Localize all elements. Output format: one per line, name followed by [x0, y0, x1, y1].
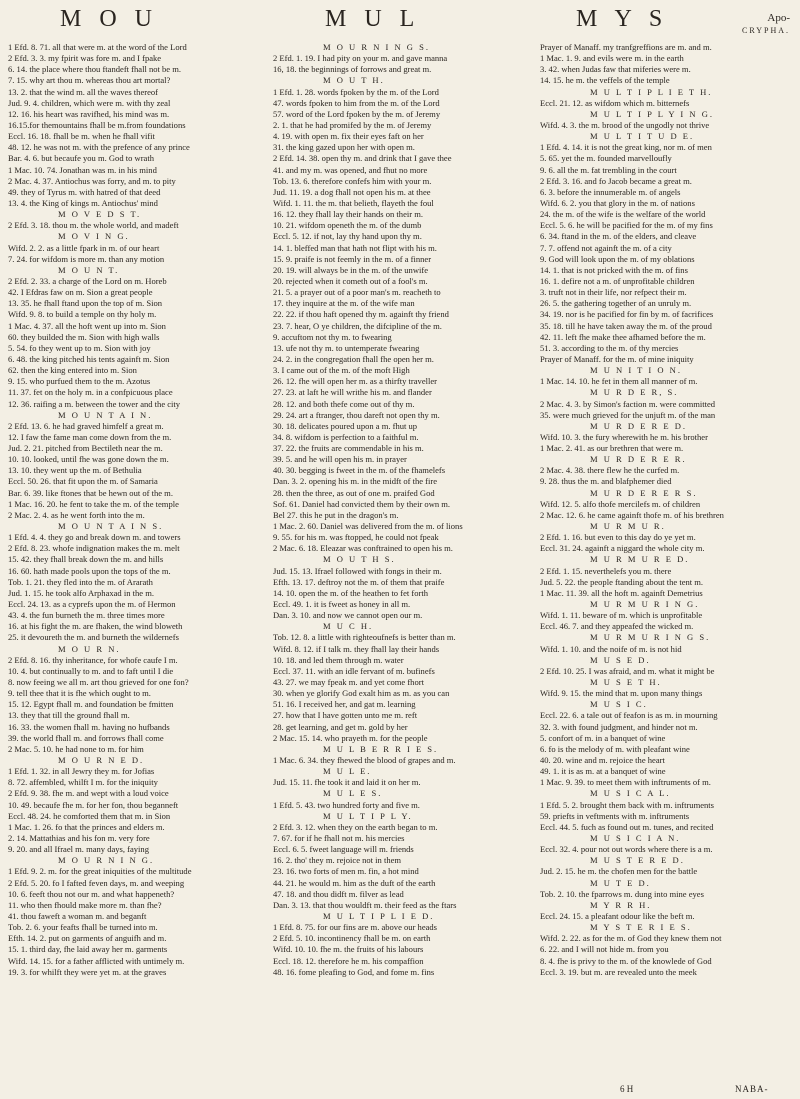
entry-heading: M O U R N I N G.	[58, 855, 155, 866]
entry-line: Dan. 3. 10. and now we cannot open our m.	[273, 610, 423, 621]
entry-line: 12. 16. his heart was ravifhed, his mind was m.	[8, 108, 170, 119]
entry-line: Eccl. 21. 12. as wifdom which m. bitternefs	[540, 97, 690, 108]
entry-heading: M O U R N.	[58, 643, 121, 654]
running-head-right: M Y S	[576, 6, 669, 32]
entry-line: 32. 3. with found judgment, and hinder not m.	[540, 721, 698, 732]
entry-line: 2 Mac. 4. 3. by Simon's faction m. were committed	[540, 398, 716, 409]
entry-line: Jud. 11. 19. a dog fhall not open his m. at thee	[273, 186, 431, 197]
entry-line: Jud. 15. 11. fhe took it and laid it on her m.	[273, 777, 421, 788]
entry-line: 2 Efd. 3. 18. thou m. the whole world, and madeft	[8, 220, 179, 231]
entry-line: Wifd. 2. 2. as a little fpark in m. of our heart	[8, 242, 160, 253]
entry-heading: M U L E.	[323, 766, 372, 777]
entry-line: 57. word of the Lord fpoken by the m. of Jeremy	[273, 108, 441, 119]
entry-line: 1 Efd. 5. 2. brought them back with m. inftruments	[540, 799, 714, 810]
entry-line: 47. words fpoken to him from the m. of the Lord	[273, 97, 440, 108]
entry-line: 2 Mac. 12. 6. he came againft thofe m. of his brethren	[540, 509, 724, 520]
entry-line: 1 Mac. 16. 20. he fent to take the m. of the temple	[8, 498, 179, 509]
entry-line: 14. 15. he m. the veffels of the temple	[540, 75, 670, 86]
entry-line: 41. thou faweft a woman m. and beganft	[8, 910, 147, 921]
entry-heading: M U R D E R E R S.	[590, 487, 698, 498]
entry-line: 43. 27. we may fpeak m. and yet come fhort	[273, 677, 424, 688]
corner-label-top: Apo-	[767, 12, 790, 24]
entry-line: 4. 19. with open m. fix their eyes faft on her	[273, 131, 424, 142]
entry-line: 9. God will look upon the m. of my oblations	[540, 253, 695, 264]
corner-label-bottom: CRYPHA.	[741, 26, 790, 35]
entry-line: 2 Mac. 5. 10. he had none to m. for him	[8, 743, 144, 754]
entry-line: Eccl. 37. 11. with an idle fervant of m. bufinefs	[273, 665, 435, 676]
column-right	[540, 42, 792, 978]
entry-line: Wifd. 1. 11. beware of m. which is unprofitable	[540, 610, 703, 621]
entry-line: 16. 12. they fhall lay their hands on their m.	[273, 209, 424, 220]
entry-line: 10. 49. becaufe fhe m. for her fon, thou beganneft	[8, 799, 179, 810]
entry-line: 1 Mac. 2. 41. as our brethren that were m.	[540, 443, 684, 454]
entry-heading: M O V E D S T.	[58, 209, 142, 220]
entry-line: Wifd. 4. 3. the m. brood of the ungodly not thrive	[540, 119, 710, 130]
running-head-left: M O U	[60, 6, 159, 32]
entry-heading: M U L T I T U D E.	[590, 131, 695, 142]
entry-line: Eccl. 48. 24. he comforted them that m. in Sion	[8, 810, 171, 821]
entry-line: 9. 6. all the m. fat trembling in the court	[540, 164, 677, 175]
entry-line: 19. 3. for whilft they were yet m. at the graves	[8, 966, 167, 977]
entry-line: Tob. 2. 6. your feafts fhall be turned into m.	[8, 922, 158, 933]
entry-line: 2 Efd. 1. 15. neverthelefs you m. there	[540, 565, 672, 576]
entry-line: 7. 7. offend not againft the m. of a city	[540, 242, 672, 253]
entry-line: 49. 1. it is as m. at a banquet of wine	[540, 766, 666, 777]
entry-line: 13. 2. that the wind m. all the waves thereof	[8, 86, 159, 97]
entry-line: 1 Mac. 4. 37. all the hoft went up into m. Sion	[8, 320, 166, 331]
entry-line: 13. ufe not thy m. to untemperate fwearing	[273, 342, 420, 353]
entry-line: 47. 18. and thou didft m. filver as lead	[273, 888, 404, 899]
entry-line: 21. 5. a prayer out of a poor man's m. reacheth to	[273, 287, 441, 298]
entry-line: 31. the king gazed upon her with open m.	[273, 142, 415, 153]
entry-line: 48. 16. fome pleafing to God, and fome m. fins	[273, 966, 435, 977]
entry-line: 14. 10. open the m. of the heathen to fet forth	[273, 587, 428, 598]
entry-line: 25. it devoureth the m. and burneth the wildernefs	[8, 632, 179, 643]
entry-heading: M O U R N I N G S.	[323, 42, 430, 52]
entry-line: 30. when ye glorify God exalt him as m. as you can	[273, 688, 450, 699]
entry-line: 26. 12. fhe will open her m. as a thirfty traveller	[273, 376, 438, 387]
entry-line: 16.15.for themountains fhall be m.from foundations	[8, 119, 186, 130]
entry-line: Eccl. 50. 26. that fit upon the m. of Samaria	[8, 476, 158, 487]
entry-line: 7. 24. for wifdom is more m. than any motion	[8, 253, 165, 264]
entry-line: 11. who then fhould make more m. than fhe?	[8, 899, 162, 910]
entry-line: 16, 18. the beginnings of forrows and great m.	[273, 64, 432, 75]
entry-line: 9. 28. thus the m. and blafphemer died	[540, 476, 672, 487]
entry-heading: M O U T H.	[323, 75, 385, 86]
column-left	[8, 42, 258, 978]
entry-line: Wifd. 8. 12. if I talk m. they fhall lay their hands	[273, 643, 440, 654]
column-middle	[273, 42, 523, 978]
entry-line: 9. tell thee that it is fhe which ought to m.	[8, 688, 151, 699]
entry-line: 12. 36. raifing a m. between the tower and the city	[8, 398, 181, 409]
entry-heading: M U L E S.	[323, 788, 383, 799]
entry-line: Efth. 14. 2. put on garments of anguifh and m.	[8, 933, 167, 944]
entry-line: 35. 18. till he have taken away the m. of the proud	[540, 320, 712, 331]
entry-line: Jud. 2. 15. he m. the chofen men for the battle	[540, 866, 698, 877]
entry-line: 44. 21. he would m. him as the duft of the earth	[273, 877, 436, 888]
entry-line: 8. 72. affembled, whilft I m. for the iniquity	[8, 777, 158, 788]
entry-line: 16. 2. tho' they m. rejoice not in them	[273, 855, 402, 866]
entry-line: Bel 27. this he put in the dragon's m.	[273, 509, 399, 520]
entry-heading: M U R M U R I N G.	[590, 599, 700, 610]
entry-line: Wifd. 2. 22. as for the m. of God they knew them not	[540, 933, 722, 944]
entry-line: 2 Efd. 3. 3. my fpirit was fore m. and I fpake	[8, 53, 162, 64]
entry-line: Prayer of Manaff. my tranfgreffions are m. and m.	[540, 42, 712, 52]
entry-line: Eccl. 44. 5. fuch as found out m. tunes, and recited	[540, 821, 714, 832]
entry-line: 2 Mac. 4. 38. there flew he the curfed m.	[540, 465, 680, 476]
entry-line: Eccl. 16. 18. fhall be m. when he fhall vifit	[8, 131, 155, 142]
entry-line: 9. 55. for his m. was ftopped, he could not fpeak	[273, 532, 439, 543]
entry-line: 28. then the three, as out of one m. praifed God	[273, 487, 435, 498]
entry-line: 6. 34. ftand in the m. of the elders, and cleave	[540, 231, 697, 242]
entry-line: Bar. 4. 6. but becaufe you m. God to wrath	[8, 153, 154, 164]
entry-line: Sof. 61. Daniel had convicted them by their own m.	[273, 498, 451, 509]
entry-line: Wifd. 1. 11. the m. that belieth, flayeth the foul	[273, 197, 434, 208]
entry-heading: M O U N T A I N S.	[58, 521, 164, 532]
entry-heading: M U R M U R I N G S.	[590, 632, 711, 643]
entry-line: 37. 22. the fruits are commendable in his m.	[273, 443, 424, 454]
entry-heading: M U T E D.	[590, 877, 651, 888]
entry-line: 27. how that I have gotten unto me m. reft	[273, 710, 418, 721]
entry-line: 35. were much grieved for the unjuft m. of the man	[540, 409, 716, 420]
entry-heading: M U L T I P L I E D.	[323, 910, 435, 921]
entry-line: 20. rejected when it cometh out of a fool's m.	[273, 275, 428, 286]
entry-line: Wifd. 10. 10. fhe m. the fruits of his labours	[273, 944, 424, 955]
entry-line: 13. they that till the ground fhall m.	[8, 710, 130, 721]
entry-line: 10. 18. and led them through m. water	[273, 654, 404, 665]
entry-line: 16. 33. the women fhall m. having no hufbands	[8, 721, 170, 732]
entry-line: 2 Efd. 9. 38. fhe m. and wept with a loud voice	[8, 788, 169, 799]
entry-line: 6. 48. the king pitched his tents againft m. Sion	[8, 353, 170, 364]
entry-line: 26. 5. the gathering together of an unruly m.	[540, 298, 692, 309]
entry-line: 23. 16. two forts of men m. fin, a hot mind	[273, 866, 419, 877]
entry-line: Eccl. 24. 13. as a cyprefs upon the m. of Hermon	[8, 599, 176, 610]
entry-heading: M U S E T H.	[590, 677, 662, 688]
entry-line: 59. priefts in veftments with m. inftruments	[540, 810, 690, 821]
entry-line: 1 Mac. 2. 60. Daniel was delivered from the m. of lions	[273, 521, 463, 532]
entry-line: 22. 22. if thou haft opened thy m. againft thy friend	[273, 309, 449, 320]
entry-line: 2 Mac. 2. 4. as he went forth into the m.	[8, 509, 145, 520]
entry-line: 2 Efd. 8. 16. thy inheritance, for whofe caufe I m.	[8, 654, 178, 665]
entry-line: 43. 4. the fun burneth the m. three times more	[8, 610, 165, 621]
entry-heading: M U N I T I O N.	[590, 365, 682, 376]
entry-line: 2 Efd. 13. 6. he had graved himfelf a great m.	[8, 420, 164, 431]
entry-line: Bar. 6. 39. like ftones that be hewn out of the m.	[8, 487, 173, 498]
entry-line: 5. confort of m. in a banquet of wine	[540, 732, 666, 743]
entry-line: Eccl. 31. 24. againft a niggard the whole city m.	[540, 543, 705, 554]
entry-line: 1 Mac. 1. 9. and evils were m. in the earth	[540, 53, 684, 64]
entry-line: 10. 6. feeft thou not our m. and what happeneth?	[8, 888, 175, 899]
entry-line: 51. 3. according to the m. of thy mercies	[540, 342, 679, 353]
entry-heading: M O U T H S.	[323, 554, 396, 565]
entry-line: Wifd. 9. 15. the mind that m. upon many things	[540, 688, 703, 699]
entry-line: Jud. 9. 4. children, which were m. with thy zeal	[8, 97, 171, 108]
entry-line: 2 Efd. 2. 33. a charge of the Lord on m. Horeb	[8, 275, 167, 286]
entry-line: 28. 12. and both thefe come out of thy m.	[273, 398, 415, 409]
entry-line: 42. I Efdras faw on m. Sion a great people	[8, 287, 153, 298]
entry-line: 27. 23. at laft he will writhe his m. and flander	[273, 387, 432, 398]
entry-heading: M O U R N E D.	[58, 755, 145, 765]
entry-line: Eccl. 5. 12. if not, lay thy hand upon thy m.	[273, 231, 422, 242]
entry-line: 2 Efd. 1. 16. but even to this day do ye yet m.	[540, 532, 696, 543]
entry-line: 8. now feeing we all m. art thou grieved for one fon?	[8, 677, 189, 688]
entry-heading: M U L T I P L Y I N G.	[590, 108, 715, 119]
entry-line: Eccl. 6. 5. fweet language will m. friends	[273, 844, 414, 855]
entry-line: Jud. 2. 21. pitched from Bectileth near the m.	[8, 443, 163, 454]
entry-line: 9. 15. who purfued them to the m. Azotus	[8, 376, 151, 387]
entry-line: 6. 3. before the innumerable m. of angels	[540, 186, 681, 197]
entry-line: 2 Efd. 5. 20. fo I fafted feven days, m. and weeping	[8, 877, 185, 888]
entry-line: 3. 42. when Judas faw that miferies were m.	[540, 64, 691, 75]
entry-line: 14. 1. bleffed man that hath not flipt with his m.	[273, 242, 437, 253]
entry-heading: M Y R R H.	[590, 899, 652, 910]
entry-line: 8. 4. fhe is privy to the m. of the knowlede of God	[540, 955, 712, 966]
entry-line: Wifd. 1. 10. and the noife of m. is not hid	[540, 643, 682, 654]
entry-line: 2 Efd. 3. 12. when they on the earth began to m.	[273, 821, 438, 832]
entry-line: 5. 65. yet the m. founded marvelloufly	[540, 153, 672, 164]
entry-line: 10. 4. but continually to m. and to faft until I die	[8, 665, 174, 676]
entry-line: 34. 19. nor is he pacified for fin by m. of facrifices	[540, 309, 714, 320]
entry-line: Eccl. 5. 6. he will be pacified for the m. of my fins	[540, 220, 713, 231]
entry-line: 13. 35. he fhall ftand upon the top of m. Sion	[8, 298, 163, 309]
entry-heading: M U R D E R E R.	[590, 454, 687, 465]
entry-line: 7. 15. why art thou m. whereas thou art mortal?	[8, 75, 171, 86]
entry-line: 2 Efd. 10. 25. I was afraid, and m. what it might be	[540, 665, 715, 676]
entry-heading: M U L T I P L Y.	[323, 810, 413, 821]
entry-line: Eccl. 46. 7. and they appeafed the wicked m.	[540, 621, 694, 632]
entry-line: 2 Efd. 3. 16. and fo Jacob became a great m.	[540, 175, 692, 186]
entry-line: 60. they builded the m. Sion with high walls	[8, 331, 160, 342]
entry-line: Tob. 2. 10. the fparrows m. dung into mine eyes	[540, 888, 704, 899]
entry-line: 17. they inquire at the m. of the wife man	[273, 298, 415, 309]
entry-line: 13. 10. they went up the m. of Bethulia	[8, 465, 142, 476]
entry-line: 12. I faw the fame man come down from the m.	[8, 431, 172, 442]
entry-line: 13. 4. the King of kings m. Antiochus' mind	[8, 197, 158, 208]
entry-line: 41. and my m. was opened, and fhut no more	[273, 164, 428, 175]
entry-line: 3. truft not in their life, nor refpect their m.	[540, 287, 687, 298]
entry-line: Wifd. 9. 8. to build a temple on thy holy m.	[8, 309, 157, 320]
catchword: NABA-	[735, 1084, 769, 1094]
entry-line: 16. at his fight the m. are fhaken, the wind bloweth	[8, 621, 183, 632]
entry-line: 6. 22. and I will not hide m. from you	[540, 944, 669, 955]
entry-line: 28. get learning, and get m. gold by her	[273, 721, 408, 732]
entry-line: Jud. 15. 13. Ifrael followed with fongs in their m.	[273, 565, 442, 576]
entry-heading: M U S T E R E D.	[590, 855, 685, 866]
entry-line: Eccl. 18. 12. therefore he m. his compaffion	[273, 955, 424, 966]
entry-line: 2 Mac. 6. 18. Eleazar was conftrained to open his m.	[273, 543, 453, 554]
entry-line: Efth. 13. 17. deftroy not the m. of them that praife	[273, 576, 445, 587]
entry-line: 2. 1. that he had promifed by the m. of Jeremy	[273, 119, 432, 130]
entry-line: 9. 20. and all Ifrael m. many days, faying	[8, 844, 149, 855]
entry-line: 1 Efd. 5. 43. two hundred forty and five m.	[273, 799, 420, 810]
entry-line: 23. 7. hear, O ye children, the difcipline of the m.	[273, 320, 442, 331]
entry-line: 7. 67. for if he fhall not m. his mercies	[273, 832, 405, 843]
entry-line: Wifd. 6. 2. you that glory in the m. of nations	[540, 197, 695, 208]
entry-line: 48. 12. he was not m. with the prefence of any prince	[8, 142, 190, 153]
entry-line: 1 Efd. 1. 28. words fpoken by the m. of the Lord	[273, 86, 439, 97]
entry-line: Prayer of Manaff. for the m. of mine iniquity	[540, 353, 694, 364]
entry-heading: M O V I N G.	[58, 231, 130, 242]
entry-line: 29. 24. art a ftranger, thou dareft not open thy m.	[273, 409, 440, 420]
entry-line: Eccl. 32. 4. pour not out words where there is a m.	[540, 844, 713, 855]
entry-heading: M U R M U R E D.	[590, 554, 690, 565]
entry-line: Wifd. 12. 5. alfo thofe mercilefs m. of children	[540, 498, 701, 509]
entry-line: 2 Efd. 5. 10. incontinency fhall be m. on earth	[273, 933, 431, 944]
entry-line: Wifd. 10. 3. the fury wherewith he m. his brother	[540, 431, 708, 442]
entry-line: 39. the world fhall m. and forrows fhall come	[8, 732, 164, 743]
entry-line: 1 Mac. 9. 39. to meet them with inftruments of m.	[540, 777, 711, 788]
entry-line: Eccl. 3. 19. but m. are revealed unto the meek	[540, 966, 697, 977]
entry-line: 1 Efd. 4. 4. they go and break down m. and towers	[8, 532, 181, 543]
entry-heading: M Y S T E R I E S.	[590, 922, 692, 933]
entry-heading: M U S I C.	[590, 699, 648, 710]
entry-line: 14. 1. that is not pricked with the m. of fins	[540, 264, 688, 275]
entry-line: 1 Mac. 6. 34. they fhewed the blood of grapes and m.	[273, 755, 456, 765]
entry-line: Tob. 13. 6. therefore confefs him with your m.	[273, 175, 432, 186]
entry-line: 16. 1. defire not a m. of unprofitable children	[540, 275, 695, 286]
entry-line: Wifd. 14. 15. for a father afflicted with untimely m.	[8, 955, 185, 966]
entry-heading: M U S I C I A N.	[590, 832, 681, 843]
entry-line: 6. 14. the place where thou ftandeft fhall not be m.	[8, 64, 182, 75]
entry-line: Dan. 3. 2. opening his m. in the midft of the fire	[273, 476, 438, 487]
entry-line: Tob. 1. 21. they fled into the m. of Ararath	[8, 576, 153, 587]
entry-line: 40. 20. wine and m. rejoice the heart	[540, 755, 665, 765]
entry-heading: M U R M U R.	[590, 521, 666, 532]
entry-line: 15. 9. praife is not feemly in the m. of a finner	[273, 253, 432, 264]
entry-line: 10. 21. wifdom openeth the m. of the dumb	[273, 220, 422, 231]
entry-line: 15. 12. Egypt fhall m. and foundation be fmitten	[8, 699, 174, 710]
entry-heading: M U R D E R E D.	[590, 420, 688, 431]
entry-line: 10. 10. looked, until fhe was gone down the m.	[8, 454, 169, 465]
entry-line: 2. 14. Mattathias and his fon m. very fore	[8, 832, 150, 843]
entry-heading: M U S E D.	[590, 654, 651, 665]
entry-line: 42. 11. left fhe make thee afhamed before the m.	[540, 331, 706, 342]
entry-line: 1 Efd. 9. 2. m. for the great iniquities of the multitude	[8, 866, 192, 877]
entry-line: Dan. 3. 13. that thou wouldft m. their feed as the ftars	[273, 899, 457, 910]
entry-line: 62. then the king entered into m. Sion	[8, 365, 137, 376]
entry-line: 15. 1. third day, fhe laid away her m. garments	[8, 944, 168, 955]
entry-heading: M U L B E R R I E S.	[323, 743, 439, 754]
entry-heading: M U C H.	[323, 621, 374, 632]
entry-line: 1 Efd. 4. 14. it is not the great king, nor m. of men	[540, 142, 712, 153]
entry-line: 1 Mac. 10. 74. Jonathan was m. in his mind	[8, 164, 157, 175]
entry-heading: M U L T I P L I E T H.	[590, 86, 713, 97]
page-header	[0, 4, 800, 44]
entry-line: 1 Mac. 14. 10. he fet in them all manner of m.	[540, 376, 698, 387]
entry-line: 2 Efd. 1. 19. I had pity on your m. and gave manna	[273, 53, 448, 64]
entry-line: 6. fo is the melody of m. with pleafant wine	[540, 743, 690, 754]
entry-line: 11. 37. fet on the holy m. in a confpicuous place	[8, 387, 173, 398]
entry-line: 39. 5. and he will open his m. in prayer	[273, 454, 407, 465]
entry-line: 9. accuftom not thy m. to fwearing	[273, 331, 392, 342]
entry-line: 30. 18. delicates poured upon a m. fhut up	[273, 420, 418, 431]
entry-heading: M U S I C A L.	[590, 788, 671, 799]
entry-line: 24. the m. of the wife is the welfare of the world	[540, 209, 706, 220]
entry-line: 1 Efd. 8. 71. all that were m. at the word of the Lord	[8, 42, 187, 52]
entry-line: 2 Efd. 8. 23. whofe indignation makes the m. melt	[8, 543, 180, 554]
entry-line: Eccl. 24. 15. a pleafant odour like the beft m.	[540, 910, 695, 921]
entry-line: Jud. 5. 22. the people ftanding about the tent m.	[540, 576, 704, 587]
entry-line: 16. 60. hath made pools upon the tops of the m.	[8, 565, 171, 576]
entry-line: 2 Efd. 14. 38. open thy m. and drink that I gave thee	[273, 153, 452, 164]
running-head-middle: M U L	[325, 6, 421, 32]
entry-line: 1 Mac. 1. 26. fo that the princes and elders m.	[8, 821, 165, 832]
entry-line: Tob. 12. 8. a little with righteoufnefs is better than m.	[273, 632, 456, 643]
entry-line: Eccl. 49. 1. it is fweet as honey in all m.	[273, 599, 411, 610]
entry-line: 15. 42. they fhall break down the m. and hills	[8, 554, 164, 565]
entry-line: 49. they of Tyrus m. with hatred of that deed	[8, 186, 161, 197]
entry-heading: M U R D E R, S.	[590, 387, 679, 398]
entry-line: 20. 19. will always be in the m. of the unwife	[273, 264, 428, 275]
entry-heading: M O U N T.	[58, 264, 120, 275]
entry-heading: M O U N T A I N.	[58, 409, 153, 420]
entry-line: 34. 8. wifdom is perfection to a faithful m.	[273, 431, 419, 442]
entry-line: 2 Mac. 4. 37. Antiochus was forry, and m. to pity	[8, 175, 176, 186]
entry-line: 5. 54. fo they went up to m. Sion with joy	[8, 342, 151, 353]
signature-mark: 6 H	[620, 1084, 634, 1094]
entry-line: 24. 2. in the congregation fhall fhe open her m.	[273, 353, 434, 364]
entry-line: 1 Efd. 1. 32. in all Jewry they m. for Jofias	[8, 766, 155, 777]
entry-line: 40. 30. begging is fweet in the m. of the fhamelefs	[273, 465, 446, 476]
entry-line: 2 Mac. 15. 14. who prayeth m. for the people	[273, 732, 428, 743]
entry-line: 1 Efd. 8. 75. for our fins are m. above our heads	[273, 922, 438, 933]
entry-line: Jud. 1. 15. he took alfo Arphaxad in the m.	[8, 587, 154, 598]
entry-line: 1 Mac. 11. 39. all the hoft m. againft Demetrius	[540, 587, 703, 598]
entry-line: 51. 16. I received her, and gat m. learning	[273, 699, 416, 710]
entry-line: 3. I came out of the m. of the moft High	[273, 365, 410, 376]
entry-line: Eccl. 22. 6. a tale out of feafon is as m. in mourning	[540, 710, 718, 721]
